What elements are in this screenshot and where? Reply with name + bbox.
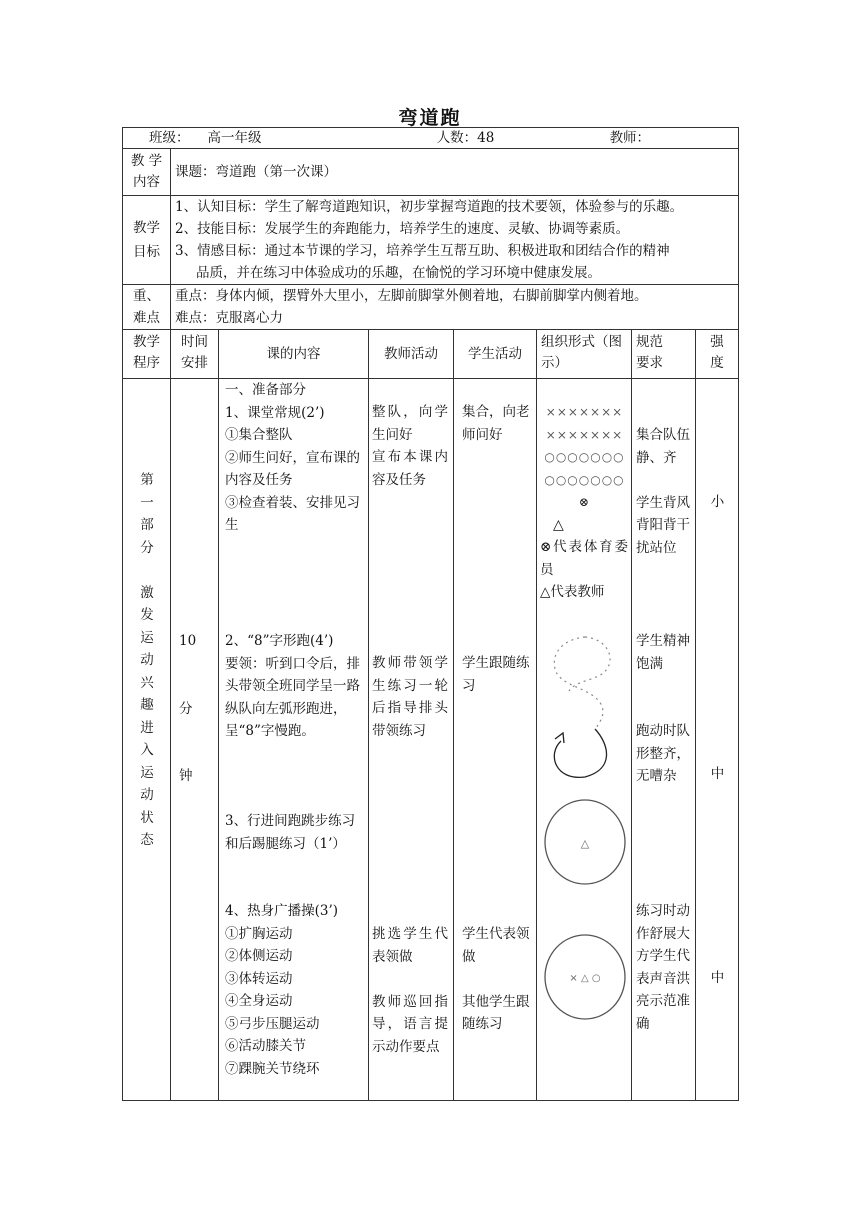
content-block-skip: 3、行进间跑跳步练习和后踢腿练习（1’） [225, 813, 356, 852]
header-intensity: 强 度 [696, 330, 739, 379]
formation-row-2: ××××××× [545, 427, 624, 442]
student-count: 人数：48 [436, 130, 495, 146]
organization-cell [537, 379, 632, 1101]
circle-formation-icon [542, 797, 628, 887]
teacher-label: 教师： [609, 130, 651, 146]
header-organization: 组织形式（图示） [537, 330, 632, 379]
student-block-2: 学生跟随练习 [462, 655, 530, 694]
key-points-row [123, 285, 739, 330]
goals-row [123, 196, 739, 285]
figure-eight-path-icon [537, 629, 632, 784]
formation-row-1: ××××××× [545, 405, 624, 419]
teacher-block-2: 教师带领学生练习一轮后指导排头带领练习 [372, 655, 448, 739]
part-one-row [123, 379, 739, 1101]
class-value: 高一年级 [207, 130, 262, 146]
goals-label: 教学 目标 [123, 196, 171, 285]
intensity-cell [696, 379, 739, 1101]
content-block-figure8: 2、“8”字形跑(4’) 要领：听到口令后，排头带领全班同学呈一路纵队向左弧形跑进，呈“8”字慢跑。 [225, 633, 360, 739]
header-procedure: 教学 程序 [123, 330, 171, 379]
intensity-medium-1: 中 [710, 766, 725, 782]
content-row-label: 教 学 内容 [123, 149, 171, 196]
goal-line-4: 品质，并在练习中体验成功的乐趣，在愉悦的学习环境中健康发展。 [196, 265, 601, 281]
formation-diagram [537, 401, 632, 514]
content-row-text: 课题：弯道跑（第一次课） [171, 149, 739, 196]
teacher-block-1: 整队，向学生问好 宣布本课内容及任务 [372, 404, 448, 488]
goal-line-1: 1、认知目标：学生了解弯道跑知识，初步掌握弯道跑的技术要领，体验参与的乐趣。 [175, 199, 684, 215]
class-label: 班级： [149, 130, 190, 146]
teacher-activity-cell [369, 379, 454, 1101]
lesson-plan-table [122, 127, 739, 1101]
warmup-circle-icon [542, 932, 628, 1022]
goal-line-2: 2、技能目标：发展学生的奔跑能力，培养学生的速度、灵敏、协调等素质。 [175, 221, 630, 237]
header-requirements: 规范 要求 [632, 330, 696, 379]
key-points-label: 重、 难点 [123, 285, 171, 330]
teacher-position-icon: △ [553, 517, 564, 533]
content-block-prep: 一、准备部分 1、课堂常规(2’) ①集合整队 ②师生问好，宣布课的内容及任务 ③检查着装、安排见习生 [225, 382, 360, 533]
warmup-circle-text: × △ ○ [569, 973, 601, 984]
requirement-block-2: 学生精神饱满 跑动时队形整齐，无嘈杂 [636, 633, 690, 784]
goal-line-3: 3、情感目标：通过本节课的学习，培养学生互帮互助、积极进取和团结合作的精神 [175, 243, 670, 259]
formation-row-3: ○○○○○○○ [544, 450, 625, 464]
student-block-1: 集合，向老师问好 [462, 404, 530, 443]
focus-text: 重点：身体内倾，摆臂外大里小，左脚前脚掌外侧着地，右脚前脚掌内侧着地。 [175, 288, 648, 304]
requirements-cell [632, 379, 696, 1101]
page-title: 弯道跑 [398, 107, 462, 129]
requirement-block-1: 集合队伍静、齐 学生背风背阳背干扰站位 [636, 427, 690, 556]
header-row [123, 330, 739, 379]
requirement-block-3: 练习时动作舒展大方学生代表声音洪亮示范准确 [636, 903, 690, 1032]
teacher-block-3: 挑选学生代表领做 教师巡回指导，语言提示动作要点 [372, 926, 448, 1055]
procedure-text: 第 一 部 分 激 发 运 动 兴 趣 进 入 运 动 状 态 [140, 472, 154, 848]
header-teacher: 教师活动 [369, 330, 454, 379]
intensity-medium-2: 中 [710, 970, 725, 986]
content-row [123, 149, 739, 196]
time-text: 10 分 钟 [179, 633, 197, 784]
legend-commissioner: ⊗代表体育委员 [540, 539, 628, 578]
formation-row-4: ○○○○○○○ [544, 472, 625, 487]
header-content: 课的内容 [219, 330, 369, 379]
header-time: 时间 安排 [171, 330, 219, 379]
info-row [123, 128, 739, 149]
legend-teacher: △代表教师 [540, 584, 605, 600]
student-block-3: 学生代表领做 其他学生跟随练习 [462, 926, 530, 1032]
content-block-warmup: 4、热身广播操(3’) ①扩胸运动 ②体侧运动 ③体转运动 ④全身运动 ⑤弓步压腿运动 ⑥活动膝关节 ⑦踝腕关节绕环 [225, 903, 339, 1077]
circle-center-text: △ [580, 837, 590, 850]
time-cell [171, 379, 219, 1101]
header-student: 学生活动 [454, 330, 537, 379]
commissioner-icon: ⊗ [578, 495, 591, 509]
lesson-content-cell [219, 379, 369, 1101]
procedure-cell [123, 379, 171, 1101]
intensity-low: 小 [710, 494, 725, 510]
difficulty-text: 难点：克服离心力 [175, 310, 283, 326]
student-activity-cell [454, 379, 537, 1101]
